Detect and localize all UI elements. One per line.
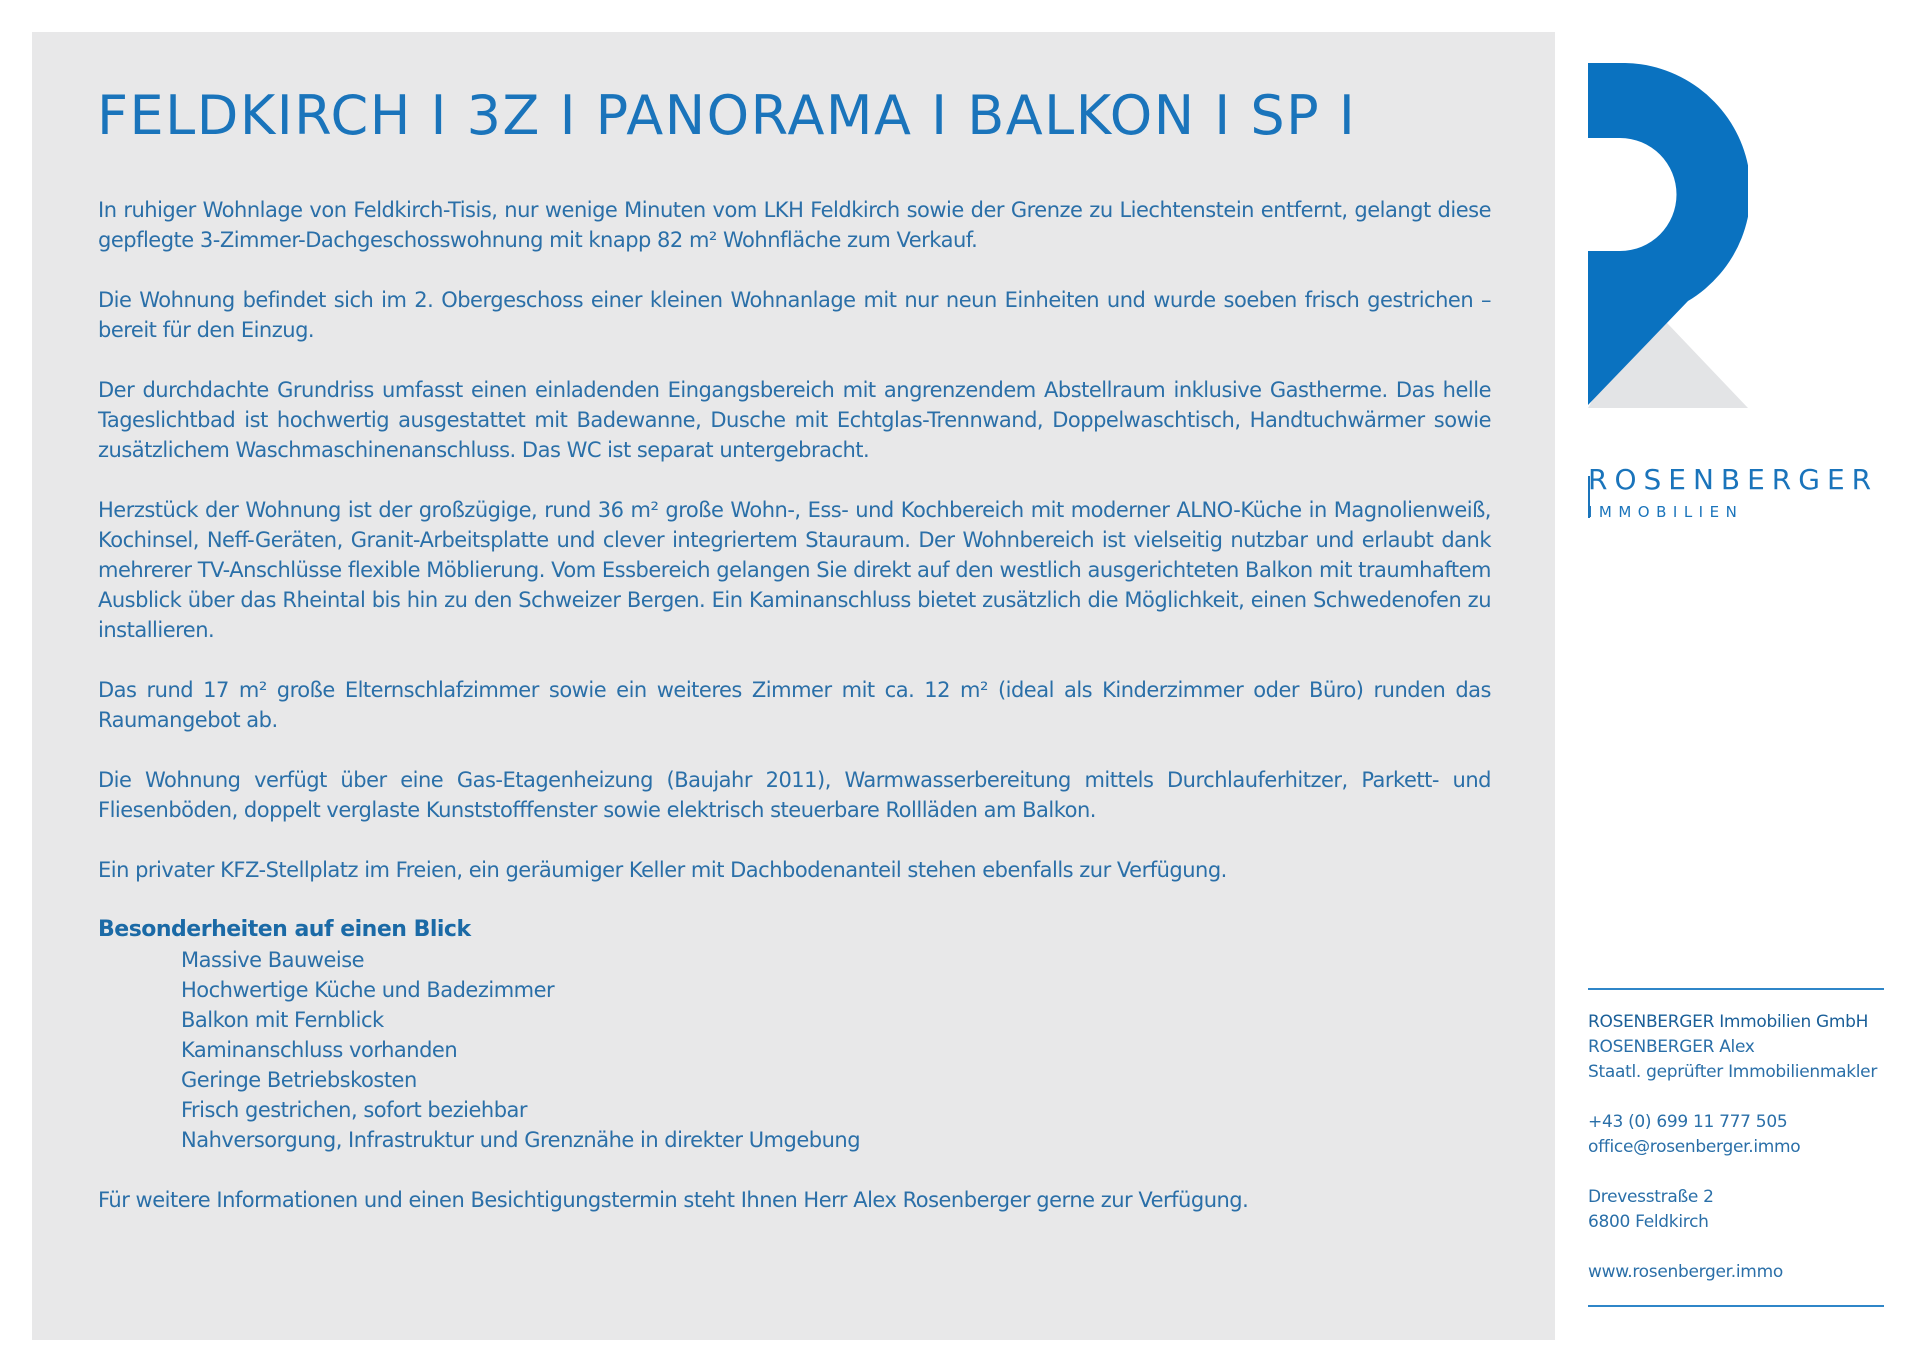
contact-website[interactable]: www.rosenberger.immo [1588,1262,1783,1282]
content-panel [32,32,1555,1340]
description-body [98,195,1491,1245]
paragraph-layout: Der durchdachte Grundriss umfasst einen einladenden Eingangsbereich mit angrenzendem Abstellraum inklusive Gastherme. Das helle Tageslichtbad ist hochwertig ausgestattet mit Badewanne, Dusche mit Echtglas-Trennwand, Doppelwaschtisch, Handtuchwärmer sowie zusätzlichem Waschmaschinenanschluss. Das WC ist separat untergebracht. [98,378,1491,462]
paragraph-bedrooms: Das rund 17 m² große Elternschlafzimmer sowie ein weiteres Zimmer mit ca. 12 m² (ideal als Kinderzimmer oder Büro) runden das Raumangebot ab. [98,678,1491,732]
contact-phone[interactable]: +43 (0) 699 11 777 505 [1588,1112,1788,1132]
contact-person: ROSENBERGER Alex [1588,1037,1755,1057]
paragraph-living-area: Herzstück der Wohnung ist der großzügige, rund 36 m² große Wohn-, Ess- und Kochbereich mit moderner ALNO-Küche in Magnolienweiß, Kochinsel, Neff-Geräten, Granit-Arbeitsplatte und clever integriertem Stauraum. Der Wohnbereich ist vielseitig nutzbar und erlaubt dank mehrerer TV-Anschlüsse flexible Möblierung. Vom Essbereich gelangen Sie direkt auf den westlich ausgerichteten Balkon mit traumhaftem Ausblick über das Rheintal bis hin zu den Schweizer Bergen. Ein Kaminanschluss bietet zusätzlich die Möglichkeit, einen Schwedenofen zu installieren. [98,498,1491,642]
paragraph-parking: Ein privater KFZ-Stellplatz im Freien, ein geräumiger Keller mit Dachbodenanteil stehen ebenfalls zur Verfügung. [98,858,1227,882]
features-list [98,945,1491,1155]
closing-note: Für weitere Informationen und einen Besichtigungstermin steht Ihnen Herr Alex Rosenberger gerne zur Verfügung. [98,1188,1249,1212]
brand-subtitle: IMMOBILIEN [1588,503,1744,521]
feature-item: Geringe Betriebskosten [181,1068,417,1092]
brand-name: ROSENBERGER [1588,463,1879,496]
paragraph-location: In ruhiger Wohnlage von Feldkirch-Tisis, nur wenige Minuten vom LKH Feldkirch sowie der Grenze zu Liechtenstein entfernt, gelangt diese gepflegte 3-Zimmer-Dachgeschosswohnung mit knapp 82 m² Wohnfläche zum Verkauf. [98,198,1491,252]
contact-bottom-rule [1588,1305,1884,1307]
paragraph-equipment: Die Wohnung verfügt über eine Gas-Etagenheizung (Baujahr 2011), Warmwasserbereitung mittels Durchlauferhitzer, Parkett- und Fliesenböden, doppelt verglaste Kunststofffenster sowie elektrisch steuerbare Rollläden am Balkon. [98,768,1491,822]
contact-company: ROSENBERGER Immobilien GmbH [1588,1012,1869,1032]
feature-item: Balkon mit Fernblick [181,1008,384,1032]
features-heading: Besonderheiten auf einen Blick [98,917,471,942]
feature-item: Frisch gestrichen, sofort beziehbar [181,1098,528,1122]
page-title: FELDKIRCH I 3Z I PANORAMA I BALKON I SP I [97,84,1357,147]
paragraph-building: Die Wohnung befindet sich im 2. Obergeschoss einer kleinen Wohnanlage mit nur neun Einheiten und wurde soeben frisch gestrichen – bereit für den Einzug. [98,288,1491,342]
contact-city: 6800 Feldkirch [1588,1212,1709,1232]
feature-item: Nahversorgung, Infrastruktur und Grenznähe in direkter Umgebung [181,1128,861,1152]
contact-email[interactable]: office@rosenberger.immo [1588,1137,1801,1157]
feature-item: Hochwertige Küche und Badezimmer [181,978,555,1002]
contact-top-rule [1588,988,1884,990]
rosenberger-logo-icon [1588,63,1748,408]
contact-street: Drevesstraße 2 [1588,1187,1714,1207]
feature-item: Kaminanschluss vorhanden [181,1038,458,1062]
contact-role: Staatl. geprüfter Immobilienmakler [1588,1062,1878,1082]
contact-block [1588,1010,1898,1285]
feature-item: Massive Bauweise [181,948,365,972]
